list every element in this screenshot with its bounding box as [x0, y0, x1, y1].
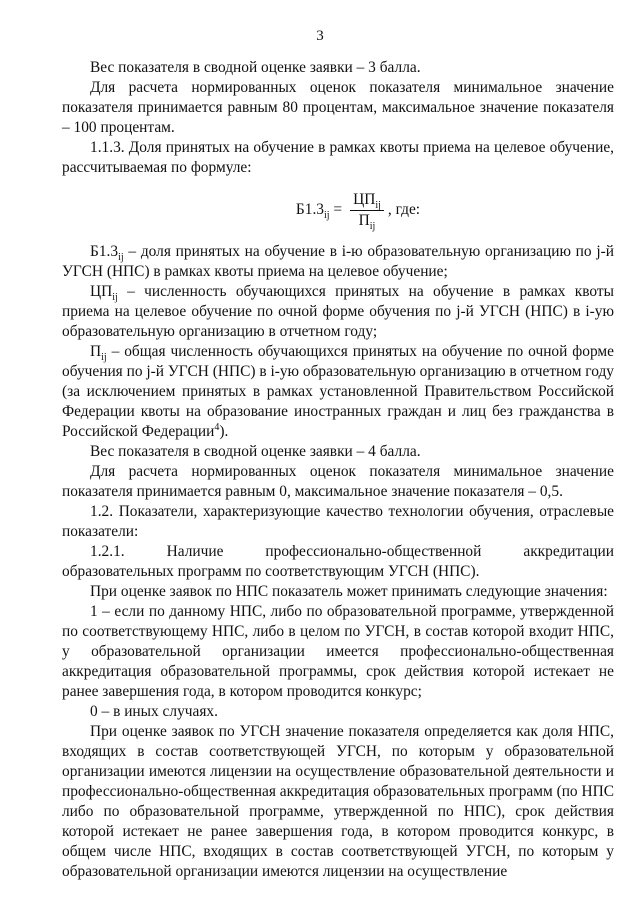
formula-suffix: , где:: [387, 201, 421, 218]
paragraph: 0 – в иных случаях.: [90, 703, 218, 720]
formula-lhs: $Б1.3_{ij}$ =: [295, 201, 343, 222]
formula-numerator: $ЦП_{ij}$: [350, 190, 384, 211]
paragraph: При оценке заявок по УГСН значение показателя определяется как доля НПС, входящих в состав соответствующей УГСН, по которым у образовательной организации имеются лицензии на осуществление образовательной деятельности и профессионально-общественная аккредитация образовательных программ (по НПС либо по образовательной программе, утвержденной по НПС), срок действия которой истекает не ранее завершения года, в котором проводится конкурс, в общем числе НПС, входящих в состав соответствующей УГСН, по которым у образовательной организации имеются лицензии на осуществление: [62, 723, 614, 880]
footnote-ref: 4: [214, 421, 220, 433]
formula-denominator: $П_{ij}$: [358, 211, 376, 232]
paragraph: При оценке заявок по НПС показатель может принимать следующие значения:: [90, 583, 608, 600]
paragraph: 1 – если по данному НПС, либо по образовательной программе, утвержденной по соответствующему НПС, либо в целом по УГСН, в состав которой входит НПС, у образовательной организации имеется профессионально-общественная аккредитация образовательной программы, срок действия которой истекает не ранее завершения года, в котором проводится конкурс;: [62, 603, 614, 700]
document-body: [62, 58, 614, 882]
paragraph: Вес показателя в сводной оценке заявки – 4 балла.: [90, 443, 421, 460]
definition-b13: $Б1.3_{ij}$ – доля принятых на обучение в i-ю образовательную организацию по j-й УГСН (НПС) в рамках квоты приема на целевое обучение;: [62, 243, 614, 280]
page-number: 3: [316, 28, 324, 44]
paragraph: 1.1.3. Доля принятых на обучение в рамках квоты приема на целевое обучение, рассчитываемая по формуле:: [62, 139, 614, 176]
definition-p: $П_{ij}$ – общая численность обучающихся принятых на обучение по очной форме обучения по j-й УГСН (НПС) в i-ую образовательную организацию в отчетном году (за исключением принятых в рамках установленной Правительством Российской Федерации квоты на образование иностранных граждан и лиц без гражданства в Российской Федерации$^4$).: [62, 343, 614, 440]
formula: [102, 184, 614, 236]
paragraph: Для расчета нормированных оценок показателя минимальное значение показателя принимается равным 80 процентам, максимальное значение показателя – 100 процентам.: [62, 79, 614, 136]
paragraph: Вес показателя в сводной оценке заявки – 3 балла.: [90, 59, 421, 76]
paragraph: Для расчета нормированных оценок показателя минимальное значение показателя принимается равным 0, максимальное значение показателя – 0,5.: [62, 463, 614, 500]
paragraph: 1.2.1. Наличие профессионально-общественной аккредитации образовательных программ по соответствующим УГСН (НПС).: [62, 543, 614, 580]
definition-cp: $ЦП_{ij}$ – численность обучающихся принятых на обучение в рамках квоты приема на целевое обучение по очной форме обучения по j-й УГСН (НПС) в i-ую образовательную организацию в отчетном году;: [62, 283, 614, 340]
formula-fraction: [350, 190, 384, 231]
paragraph: 1.2. Показатели, характеризующие качество технологии обучения, отраслевые показатели:: [62, 503, 614, 540]
